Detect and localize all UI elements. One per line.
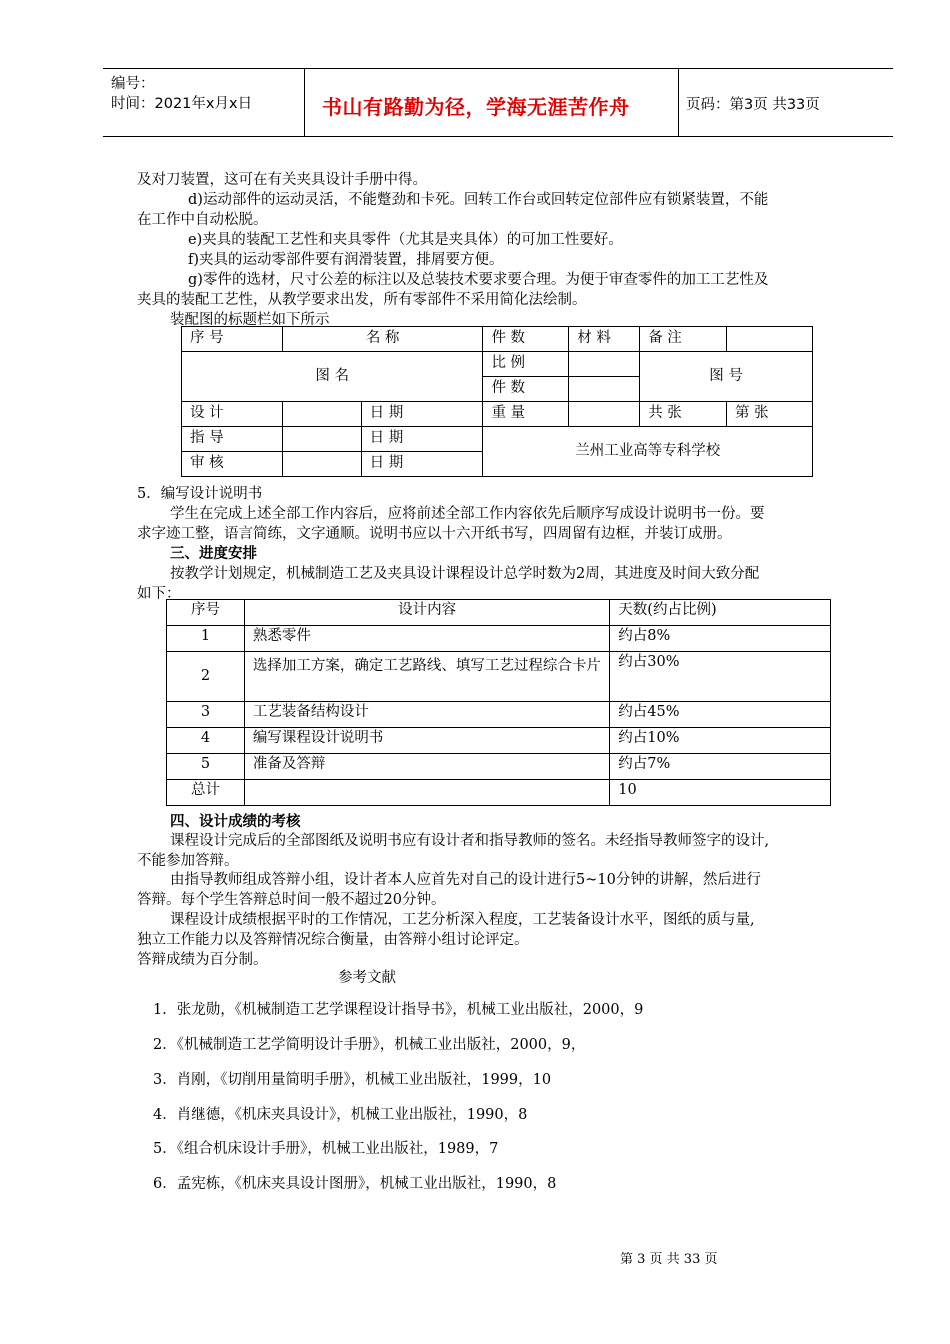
- cell-date3: 日 期: [361, 452, 483, 477]
- cell-blank: [569, 352, 640, 377]
- row-days: 约占30%: [610, 652, 831, 702]
- cell-seq: 序 号: [182, 327, 283, 352]
- paragraph-text: 夹具的装配工艺性，从教学要求出发，所有零部件不采用简化法绘制。: [137, 292, 587, 308]
- cell-date2: 日 期: [361, 427, 483, 452]
- cell-guide: 指 导: [182, 427, 283, 452]
- paragraph-text: 在工作中自动松脱。: [137, 212, 268, 228]
- cell-name: 名 称: [282, 327, 483, 352]
- total-value: 10: [610, 780, 831, 806]
- references-title: 参考文献: [338, 970, 396, 986]
- reference-item: 2．《机械制造工艺学简明设计手册》，机械工业出版社，2000，9，: [153, 1037, 586, 1053]
- paragraph-text: 按教学计划规定，机械制造工艺及夹具设计课程设计总学时数为2周，其进度及时间大致分配: [170, 566, 760, 582]
- header-divider-left: [304, 68, 305, 136]
- header-date-label: 时间：2021年x月x日: [111, 96, 253, 112]
- header-cell: 设计内容: [244, 600, 609, 626]
- reference-item: 6．孟宪栋，《机床夹具设计图册》，机械工业出版社，1990，8: [153, 1176, 557, 1192]
- row-no: 5: [167, 754, 245, 780]
- row-days: 约占45%: [610, 702, 831, 728]
- header-bottom-rule: [103, 136, 893, 137]
- cell-review: 审 核: [182, 452, 283, 477]
- total-blank: [244, 780, 609, 806]
- reference-item: 1．张龙勋，《机械制造工艺学课程设计指导书》，机械工业出版社，2000，9: [153, 1002, 644, 1018]
- footer-page-number: 第 3 页 共 33 页: [620, 1252, 718, 1267]
- header-cell: 天数(约占比例): [610, 600, 831, 626]
- paragraph-text: 独立工作能力以及答辩情况综合衡量，由答辩小组讨论评定。: [137, 932, 529, 948]
- paragraph-text: 课程设计成绩根据平时的工作情况，工艺分析深入程度，工艺装备设计水平，图纸的质与量,: [170, 912, 755, 928]
- cell-sheet: 第 张: [727, 402, 813, 427]
- header-cell: 序号: [167, 600, 245, 626]
- reference-item: 4．肖继德，《机床夹具设计》，机械工业出版社，1990，8: [153, 1107, 528, 1123]
- cell-school: 兰州工业高等专科学校: [483, 427, 813, 477]
- row-days: 约占8%: [610, 626, 831, 652]
- paragraph-text: 答辩。每个学生答辩总时间一般不超过20分钟。: [137, 892, 446, 908]
- row-days: 约占10%: [610, 728, 831, 754]
- cell-drawing-name: 图 名: [182, 352, 483, 402]
- row-content: 选择加工方案，确定工艺路线、填写工艺过程综合卡片: [244, 652, 609, 702]
- header-divider-right: [678, 68, 679, 136]
- cell-blank: [727, 327, 813, 352]
- paragraph-text: 课程设计完成后的全部图纸及说明书应有设计者和指导教师的签名。未经指导教师签字的设计,: [170, 833, 770, 849]
- row-no: 3: [167, 702, 245, 728]
- total-label: 总计: [167, 780, 245, 806]
- section-5-title: 5．编写设计说明书: [137, 486, 263, 502]
- header-motto: 书山有路勤为径，学海无涯苦作舟: [322, 95, 630, 119]
- cell-blank: [569, 402, 640, 427]
- cell-date1: 日 期: [361, 402, 483, 427]
- cell-remark: 备 注: [640, 327, 727, 352]
- section-3-title: 三、进度安排: [170, 546, 257, 562]
- paragraph-text: 及对刀装置，这可在有关夹具设计手册中得。: [137, 172, 427, 188]
- cell-material: 材 料: [569, 327, 640, 352]
- schedule-table: [166, 599, 831, 806]
- header-number-label: 编号：: [111, 76, 155, 92]
- paragraph-text: 求字迹工整，语言简练，文字通顺。说明书应以十六开纸书写，四周留有边框，并装订成册。: [137, 526, 732, 542]
- cell-drawing-no: 图 号: [640, 352, 813, 402]
- cell-qty: 件 数: [483, 327, 569, 352]
- paragraph-text: 不能参加答辩。: [137, 853, 239, 869]
- row-no: 2: [167, 652, 245, 702]
- title-block-table: [181, 326, 813, 477]
- row-content: 熟悉零件: [244, 626, 609, 652]
- cell-blank: [282, 402, 361, 427]
- row-no: 1: [167, 626, 245, 652]
- row-days: 约占7%: [610, 754, 831, 780]
- row-content: 准备及答辩: [244, 754, 609, 780]
- cell-total-sheets: 共 张: [640, 402, 727, 427]
- cell-design: 设 计: [182, 402, 283, 427]
- header-page-label: 页码：第3页 共33页: [686, 97, 820, 113]
- paragraph-text: 装配图的标题栏如下所示: [170, 312, 330, 328]
- cell-weight: 重 量: [483, 402, 569, 427]
- paragraph-text: d)运动部件的运动灵活，不能蹩劲和卡死。回转工作台或回转定位部件应有锁紧装置，不能: [188, 192, 769, 208]
- row-no: 4: [167, 728, 245, 754]
- header-top-rule: [103, 68, 893, 69]
- reference-item: 5．《组合机床设计手册》，机械工业出版社，1989，7: [153, 1141, 499, 1157]
- cell-qty2: 件 数: [483, 377, 569, 402]
- paragraph-text: f)夹具的运动零部件要有润滑装置，排屑要方便。: [188, 252, 504, 268]
- cell-scale: 比 例: [483, 352, 569, 377]
- row-content: 编写课程设计说明书: [244, 728, 609, 754]
- cell-blank: [569, 377, 640, 402]
- paragraph-text: e)夹具的装配工艺性和夹具零件（尤其是夹具体）的可加工性要好。: [188, 232, 623, 248]
- row-content: 工艺装备结构设计: [244, 702, 609, 728]
- paragraph-text: 答辩成绩为百分制。: [137, 952, 268, 968]
- paragraph-text: 学生在完成上述全部工作内容后，应将前述全部工作内容依先后顺序写成设计说明书一份。要: [170, 506, 765, 522]
- cell-blank: [282, 452, 361, 477]
- paragraph-text: 如下：: [137, 586, 181, 602]
- cell-blank: [282, 427, 361, 452]
- reference-item: 3．肖刚，《切削用量简明手册》，机械工业出版社，1999，10: [153, 1072, 552, 1088]
- paragraph-text: g)零件的选材，尺寸公差的标注以及总装技术要求要合理。为便于审查零件的加工工艺性及: [188, 272, 769, 288]
- section-4-title: 四、设计成绩的考核: [170, 814, 301, 830]
- paragraph-text: 由指导教师组成答辩小组，设计者本人应首先对自己的设计进行5~10分钟的讲解，然后进行: [170, 872, 761, 888]
